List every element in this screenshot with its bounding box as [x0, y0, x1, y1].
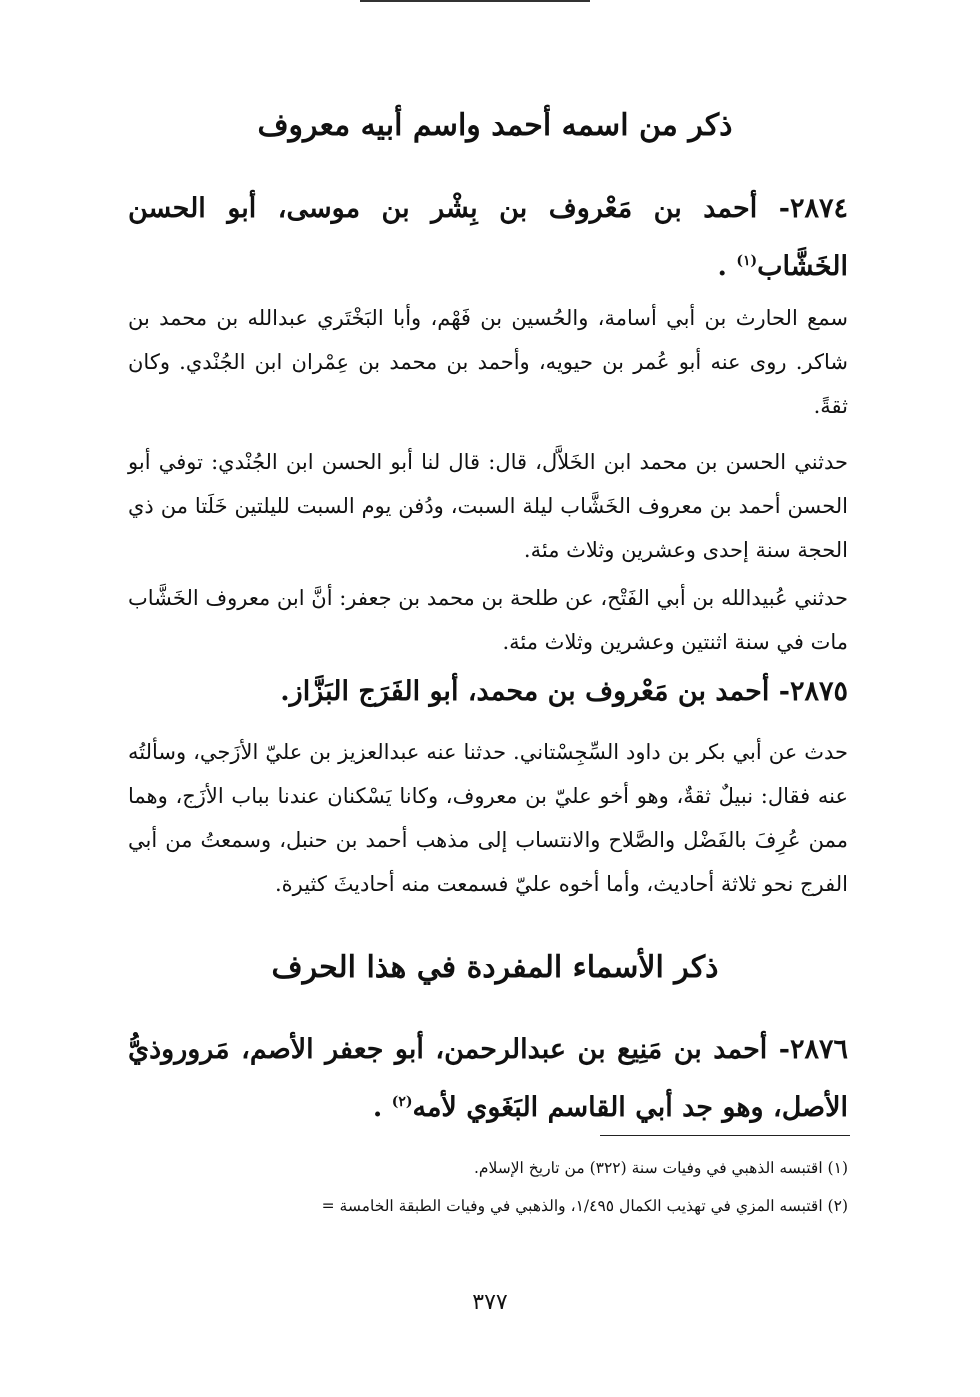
- paragraph-text: سمع الحارث بن أبي أسامة، والحُسين بن فَهْم، وأبا البَخْتَري عبدالله بن محمد بن شاكر. روى عنه أبو عُمر بن حيويه، وأحمد بن محمد بن عِمْران ابن الجُنْدي. وكان ثقةً.: [128, 306, 848, 418]
- paragraph-3: [128, 576, 848, 664]
- entry-number: ٢٨٧٦-: [778, 1034, 849, 1065]
- footnote-1: (١) اقتبسه الذهبي في وفيات سنة (٣٢٢) من تاريخ الإسلام.: [473, 1159, 848, 1177]
- footnote-2: (٢) اقتبسه المزي في تهذيب الكمال ١/٤٩٥، والذهبي في وفيات الطبقة الخامسة =: [321, 1197, 848, 1215]
- top-rule: [360, 0, 590, 6]
- section-heading-1: ذكر من اسمه أحمد واسم أبيه معروف: [257, 108, 733, 143]
- entry-end: .: [717, 251, 727, 282]
- footnote-separator: [600, 1135, 850, 1136]
- entry-title: أحمد بن مَنِيع بن عبدالرحمن، أبو جعفر الأصم، مَروروذيُّ الأصل، وهو جد أبي القاسم البَغَوي لأمه: [128, 1034, 848, 1123]
- entry-end: .: [372, 1092, 383, 1123]
- page-number: ٣٧٧: [472, 1290, 508, 1315]
- footnote-ref: (٢): [391, 1094, 413, 1110]
- entry-title: أحمد بن مَعْروف بن محمد، أبو الفَرَج البَزَّاز.: [280, 676, 770, 707]
- paragraph-text: حدثني عُبيدالله بن أبي الفَتْح، عن طلحة بن محمد بن جعفر: أنَّ ابن معروف الخَشَّاب مات في سنة اثنتين وعشرين وثلاث مئة.: [128, 586, 848, 654]
- paragraph-text: حدثني الحسن بن محمد ابن الخَلاَّل، قال: قال لنا أبو الحسن ابن الجُنْدي: توفي أبو الحسن أحمد بن معروف الخَشَّاب ليلة السبت، ودُفن يوم السبت لليلتين خَلَتا من ذي الحجة سنة إحدى وعشرين وثلاث مئة.: [128, 450, 848, 562]
- entry-2874: [128, 183, 848, 293]
- entry-2875: [128, 666, 848, 718]
- entry-number: ٢٨٧٥-: [778, 676, 848, 707]
- paragraph-1: [128, 296, 848, 428]
- section-heading-2: ذكر الأسماء المفردة في هذا الحرف: [271, 950, 719, 985]
- paragraph-4: [128, 730, 848, 906]
- paragraph-2: [128, 440, 848, 572]
- entry-number: ٢٨٧٤-: [778, 193, 848, 224]
- footnote-ref: (١): [736, 253, 758, 269]
- entry-2876: [128, 1024, 848, 1134]
- paragraph-text: حدث عن أبي بكر بن داود السِّجِسْتاني. حدثنا عنه عبدالعزيز بن عليّ الأزَجي، وسألتُه عنه فقال: نبيلٌ ثقةٌ، وهو أخو عليّ بن معروف، وكانا يَسْكنان عندنا بباب الأزَج، وهما ممن عُرِفَ بالفَضْل والصَّلاح والانتساب إلى مذهب أحمد بن حنبل، وسمعتُ من أبي الفرج نحو ثلاثة أحاديث، وأما أخوه عليّ فسمعت منه أحاديثَ كثيرة.: [128, 740, 848, 896]
- entry-title: أحمد بن مَعْروف بن بِشْر بن موسى، أبو الحسن الخَشَّاب: [128, 193, 848, 282]
